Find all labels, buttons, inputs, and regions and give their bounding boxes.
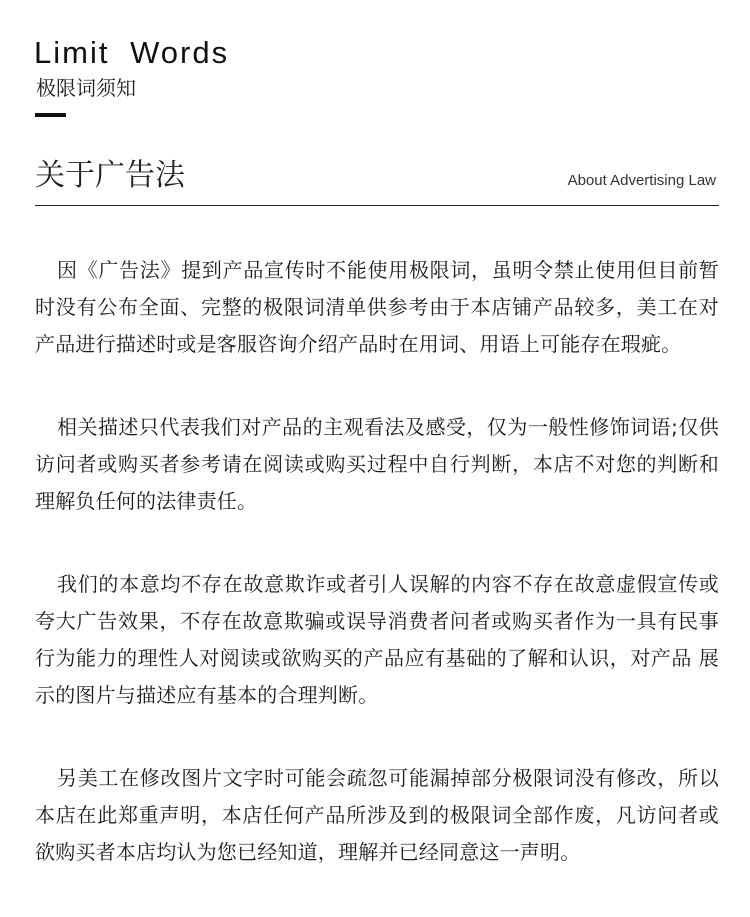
paragraph-4: 另美工在修改图片文字时可能会疏忽可能漏掉部分极限词没有修改，所以本店在此郑重声明，本店任何产品所涉及到的极限词全部作废，凡访问者或欲购买者本店均认为您已经知道，理解并已经同意这一声明。 <box>35 766 719 864</box>
section-title: 关于广告法 <box>35 158 185 193</box>
accent-bar <box>35 113 66 117</box>
paragraph-3: 我们的本意均不存在故意欺诈或者引人误解的内容不存在故意虚假宣传或夸大广告效果，不存在故意欺骗或误导消费者问者或购买者作为一具有民事行为能力的理性人对阅读或欲购买的产品应有基础的了解和认识，对产品 展示的图片与描述应有基本的合理判断。 <box>35 572 719 707</box>
title-chinese: 极限词须知 <box>36 76 136 100</box>
section-divider <box>35 205 719 206</box>
body-text <box>35 252 719 917</box>
title-english: Limit Words <box>34 35 230 70</box>
section-subtitle: About Advertising Law <box>567 172 716 189</box>
paragraph-2: 相关描述只代表我们对产品的主观看法及感受，仅为一般性修饰词语;仅供访问者或购买者参考请在阅读或购买过程中自行判断，本店不对您的判断和理解负任何的法律责任。 <box>35 415 719 513</box>
paragraph-1: 因《广告法》提到产品宣传时不能使用极限词，虽明令禁止使用但目前暂时没有公布全面、完整的极限词清单供参考由于本店铺产品较多，美工在对产品进行描述时或是客服咨询介绍产品时在用词、用语上可能存在瑕疵。 <box>35 258 719 356</box>
